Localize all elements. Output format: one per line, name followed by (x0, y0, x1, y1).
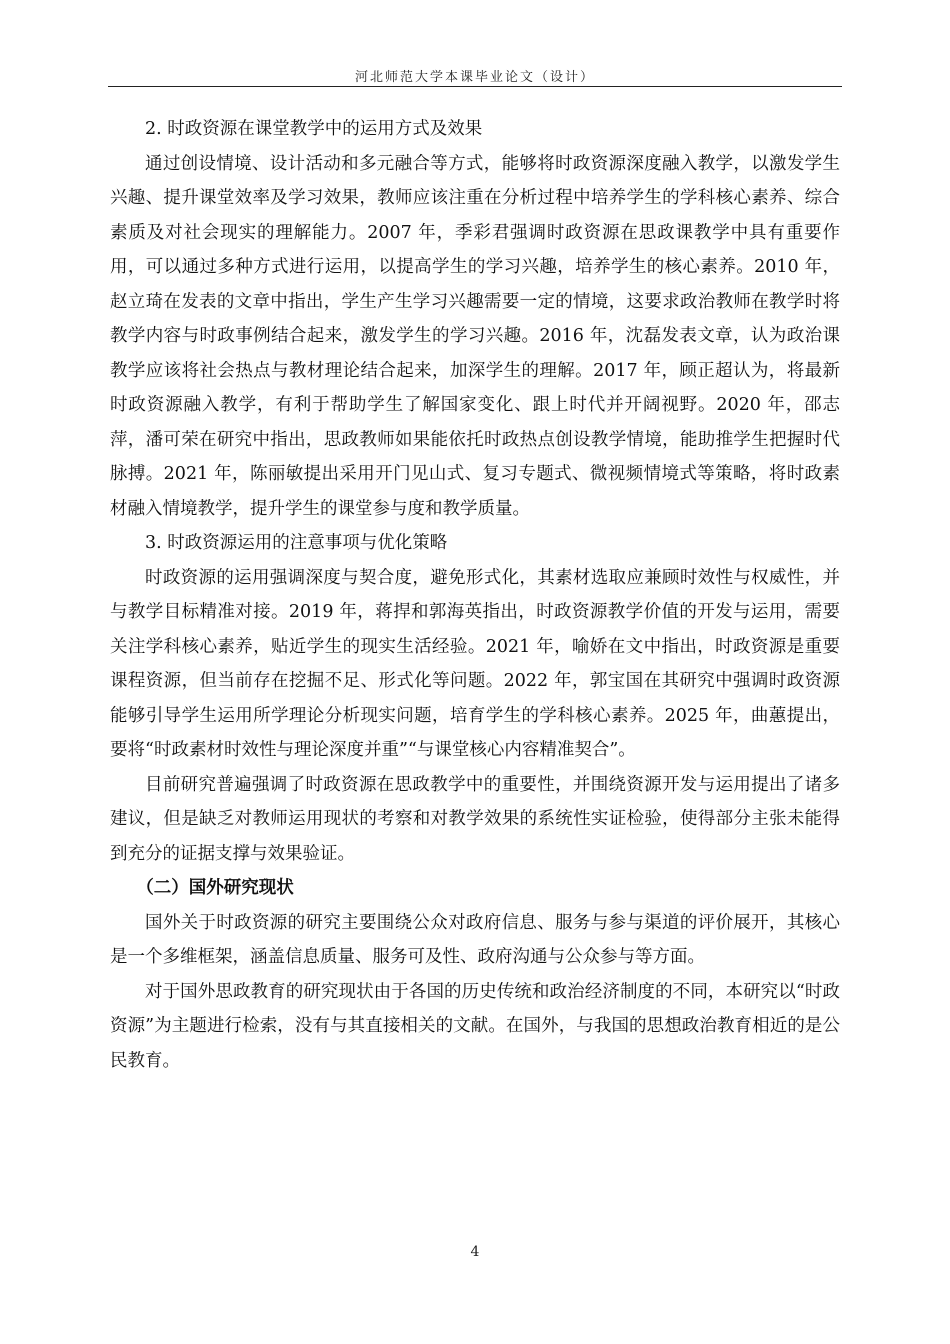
running-header: 河北师范大学本课毕业论文（设计） (354, 70, 595, 85)
paragraph-foreign-civic-education: 对于国外思政教育的研究现状由于各国的历史传统和政治经济制度的不同，本研究以“时政资源”为主题进行检索，没有与其直接相关的文献。在国外，与我国的思想政治教育相近的是公民教育。 (110, 981, 840, 1071)
subheading-application-methods: 2. 时政资源在课堂教学中的运用方式及效果 (145, 119, 483, 139)
section-heading-foreign-research: （二）国外研究现状 (136, 878, 294, 898)
paragraph-application-methods: 通过创设情境、设计活动和多元融合等方式，能够将时政资源深度融入教学，以激发学生兴趣、提升课堂效率及学习效果，教师应该注重在分析过程中培养学生的学科核心素养、综合素质及对社会现实的理解能力。2007 年，季彩君强调时政资源在思政课教学中具有重要作用，可以通过多种方式进行运用，以提高学生的学习兴趣，培养学生的核心素养。2010 年，赵立琦在发表的文章中指出，学生产生学习兴趣需要一定的情境，这要求政治教师在教学时将教学内容与时政事例结合起来，激发学生的学习兴趣。2016 年，沈磊发表文章，认为政治课教学应该将社会热点与教材理论结合起来，加深学生的理解。2017 年，顾正超认为，将最新时政资源融入教学，有利于帮助学生了解国家变化、跟上时代并开阔视野。2020 年，邵志萍，潘可荣在研究中指出，思政教师如果能依托时政热点创设教学情境，能助推学生把握时代脉搏。2021 年，陈丽敏提出采用开门见山式、复习专题式、微视频情境式等策略，将时政素材融入情境教学，提升学生的课堂参与度和教学质量。 (110, 153, 840, 519)
paragraph-precautions-strategies: 时政资源的运用强调深度与契合度，避免形式化，其素材选取应兼顾时效性与权威性，并与教学目标精准对接。2019 年，蒋捍和郭海英指出，时政资源教学价值的开发与运用，需要关注学科核心素养，贴近学生的现实生活经验。2021 年，喻娇在文中指出，时政资源是重要课程资源，但当前存在挖掘不足、形式化等问题。2022 年，郭宝国在其研究中强调时政资源能够引导学生运用所学理论分析现实问题，培育学生的学科核心素养。2025 年，曲蕙提出，要将“时政素材时效性与理论深度并重”“与课堂核心内容精准契合”。 (110, 567, 840, 760)
page-number: 4 (470, 1244, 480, 1260)
subheading-precautions-strategies: 3. 时政资源运用的注意事项与优化策略 (145, 533, 448, 553)
page-body (110, 112, 840, 1078)
header-rule (108, 86, 842, 87)
paragraph-foreign-research-intro: 国外关于时政资源的研究主要围绕公众对政府信息、服务与参与渠道的评价展开，其核心是一个多维框架，涵盖信息质量、服务可及性、政府沟通与公众参与等方面。 (110, 912, 840, 967)
paragraph-research-summary: 目前研究普遍强调了时政资源在思政教学中的重要性，并围绕资源开发与运用提出了诸多建议，但是缺乏对教师运用现状的考察和对教学效果的系统性实证检验，使得部分主张未能得到充分的证据支撑与效果验证。 (110, 774, 840, 864)
